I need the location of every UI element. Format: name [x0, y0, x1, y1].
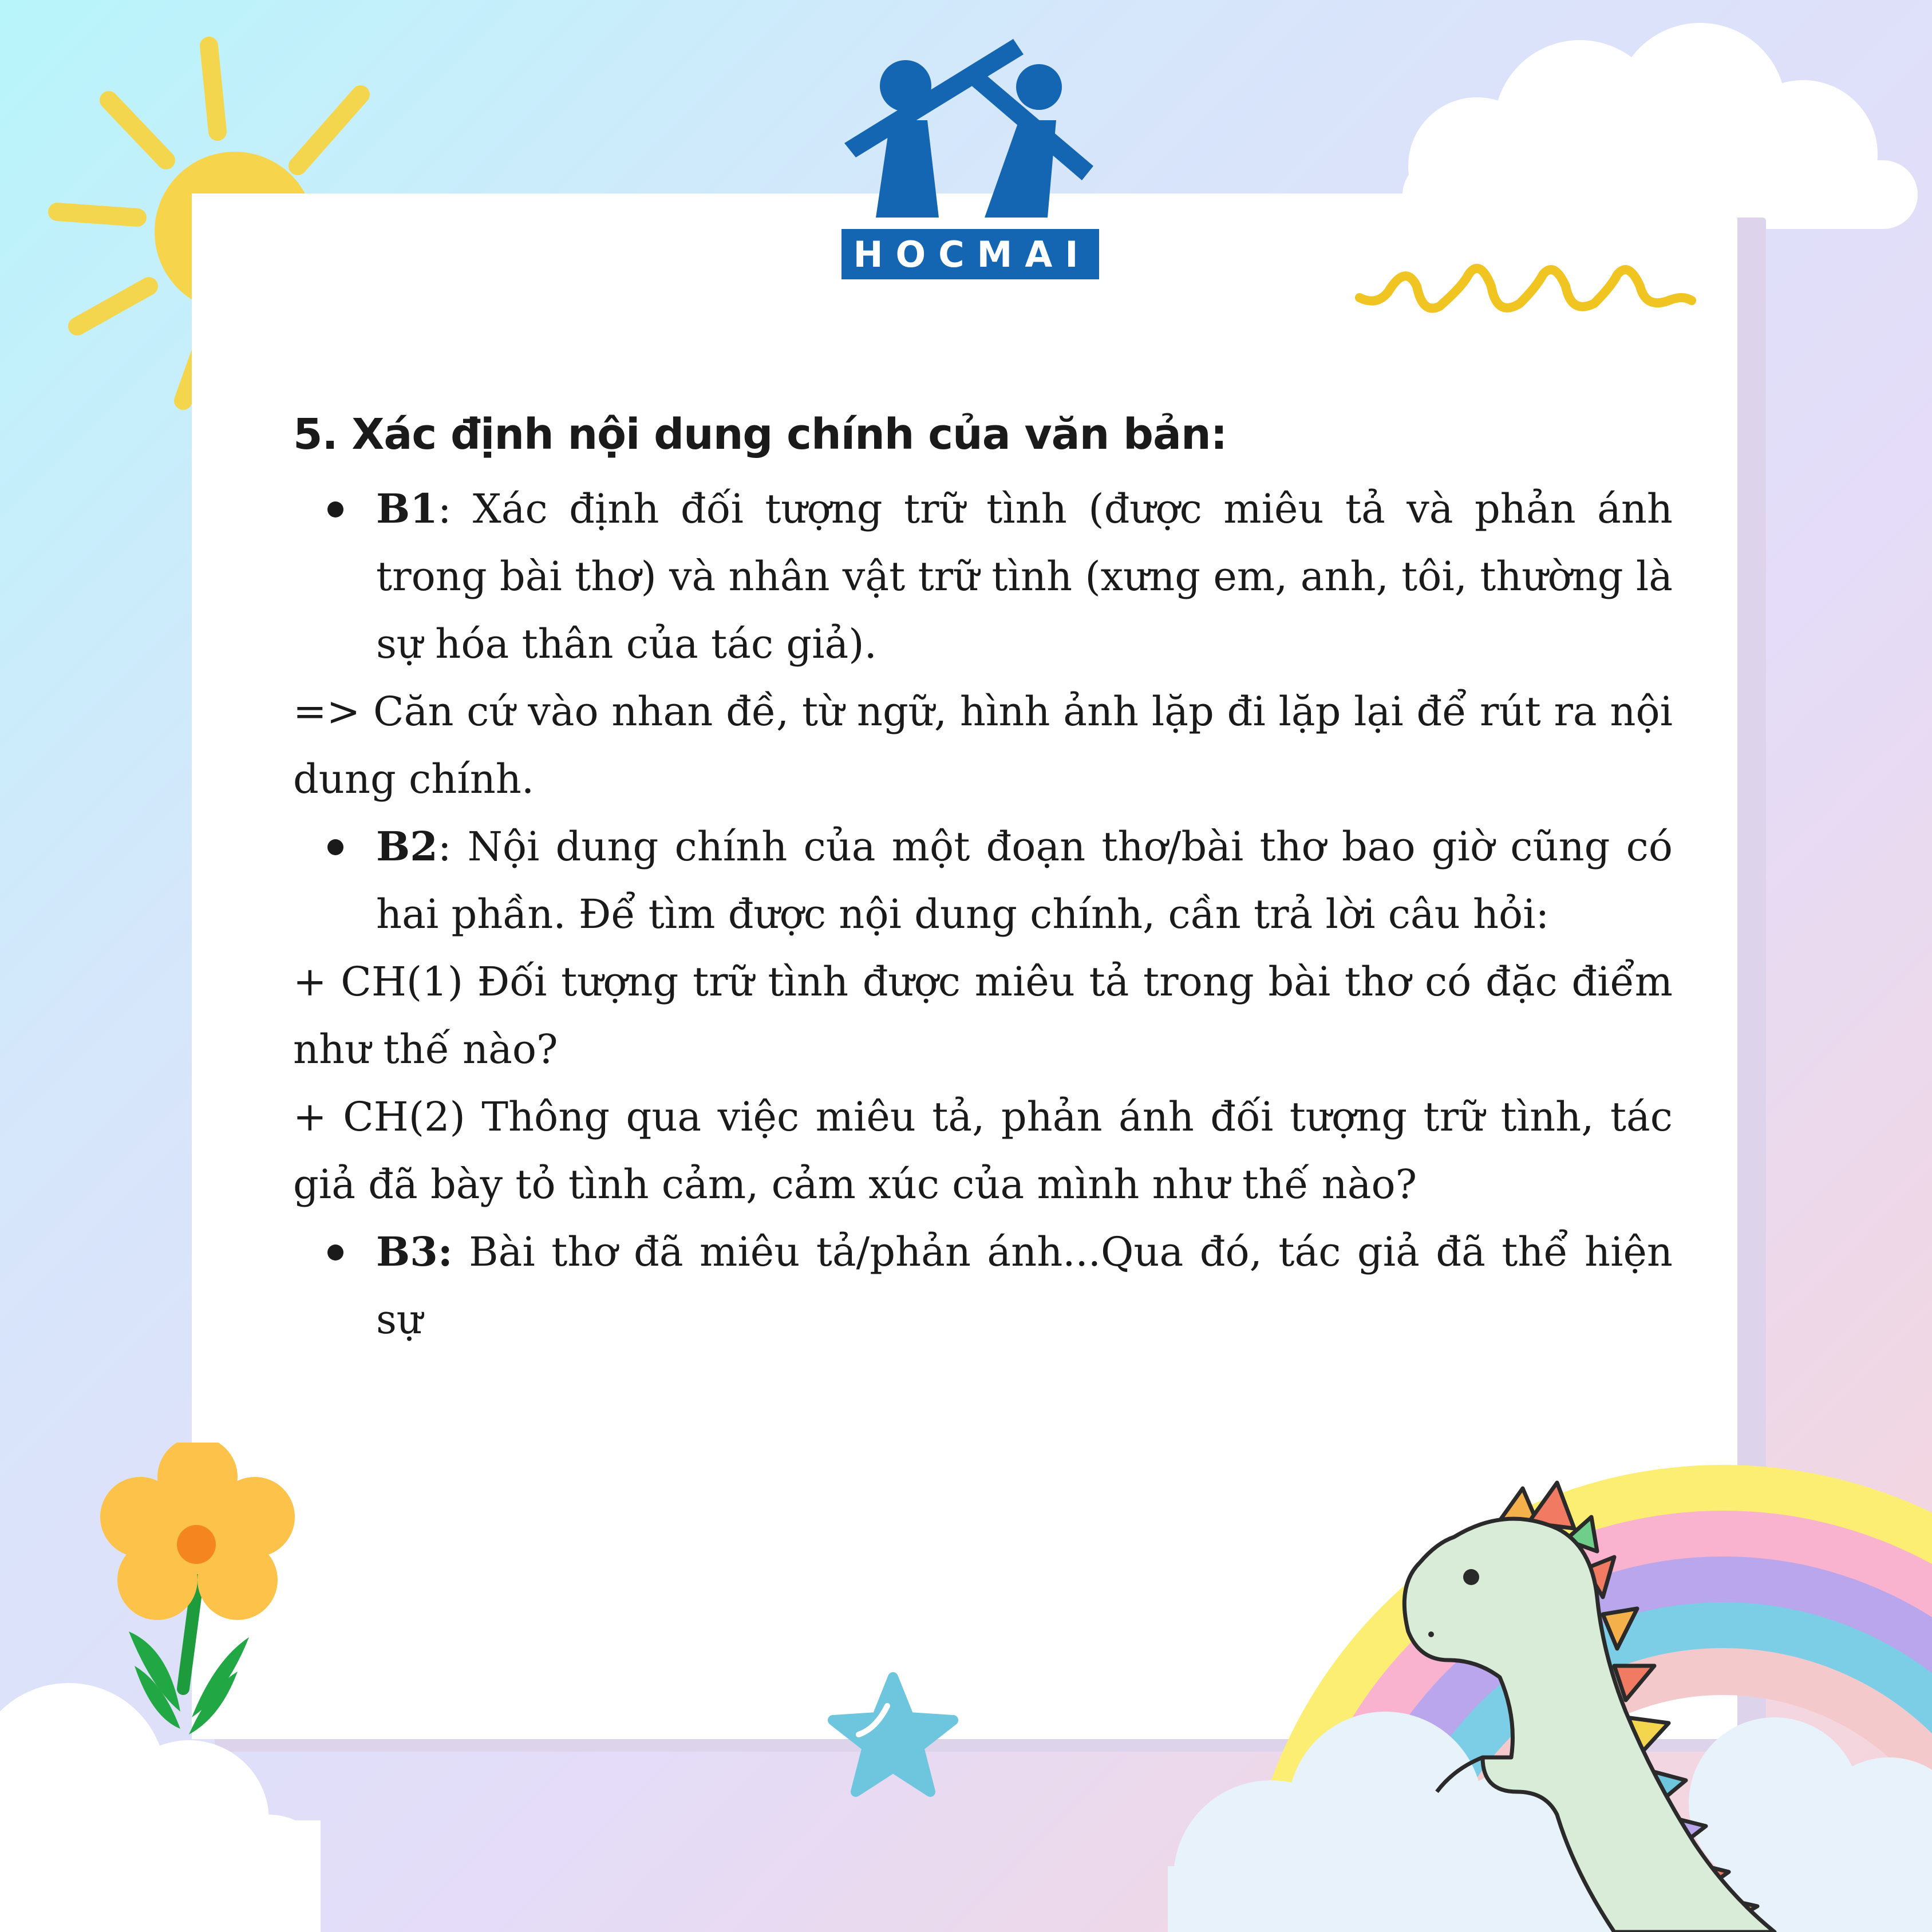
dinosaur-icon — [1385, 1471, 1878, 1932]
bullet-label: B3: — [376, 1228, 453, 1275]
logo-wordmark — [841, 229, 1099, 280]
paragraph-question-1: + CH(1) Đối tượng trữ tình được miêu tả trong bài thơ có đặc điểm như thế nào? — [293, 958, 1673, 1073]
bullet-text: : Xác định đối tượng trữ tình (được miêu tả và phản ánh trong bài thơ) và nhân vật trữ tình (xưng em, anh, tôi, thường là sự hóa thân của tác giả). — [376, 485, 1673, 667]
bullet-b3 — [293, 1218, 1673, 1353]
bullet-b2 — [293, 813, 1673, 948]
flower-icon — [94, 1443, 301, 1763]
bullet-b1 — [293, 475, 1673, 678]
logo — [841, 34, 1099, 280]
bullet-label: B1 — [376, 485, 438, 532]
bullet-text: Bài thơ đã miêu tả/phản ánh...Qua đó, tác giả đã thể hiện sự — [376, 1228, 1673, 1343]
section-heading: 5. Xác định nội dung chính của văn bản: — [293, 410, 1227, 459]
bullet-text: : Nội dung chính của một đoạn thơ/bài thơ bao giờ cũng có hai phần. Để tìm được nội dung chính, cần trả lời câu hỏi: — [376, 823, 1673, 938]
paragraph-question-2: + CH(2) Thông qua việc miêu tả, phản ánh đối tượng trữ tình, tác giả đã bày tỏ tình cảm, cảm xúc của mình như thế nào? — [293, 1093, 1673, 1208]
star-icon — [824, 1672, 962, 1803]
main-content — [293, 401, 1673, 1353]
bullet-label: B2 — [376, 823, 438, 870]
logo-figures-icon — [841, 34, 1099, 223]
logo-text: HOCMAI — [853, 234, 1091, 275]
squiggle-icon — [1354, 252, 1697, 338]
paragraph-note: => Căn cứ vào nhan đề, từ ngữ, hình ảnh lặp đi lặp lại để rút ra nội dung chính. — [293, 688, 1673, 803]
